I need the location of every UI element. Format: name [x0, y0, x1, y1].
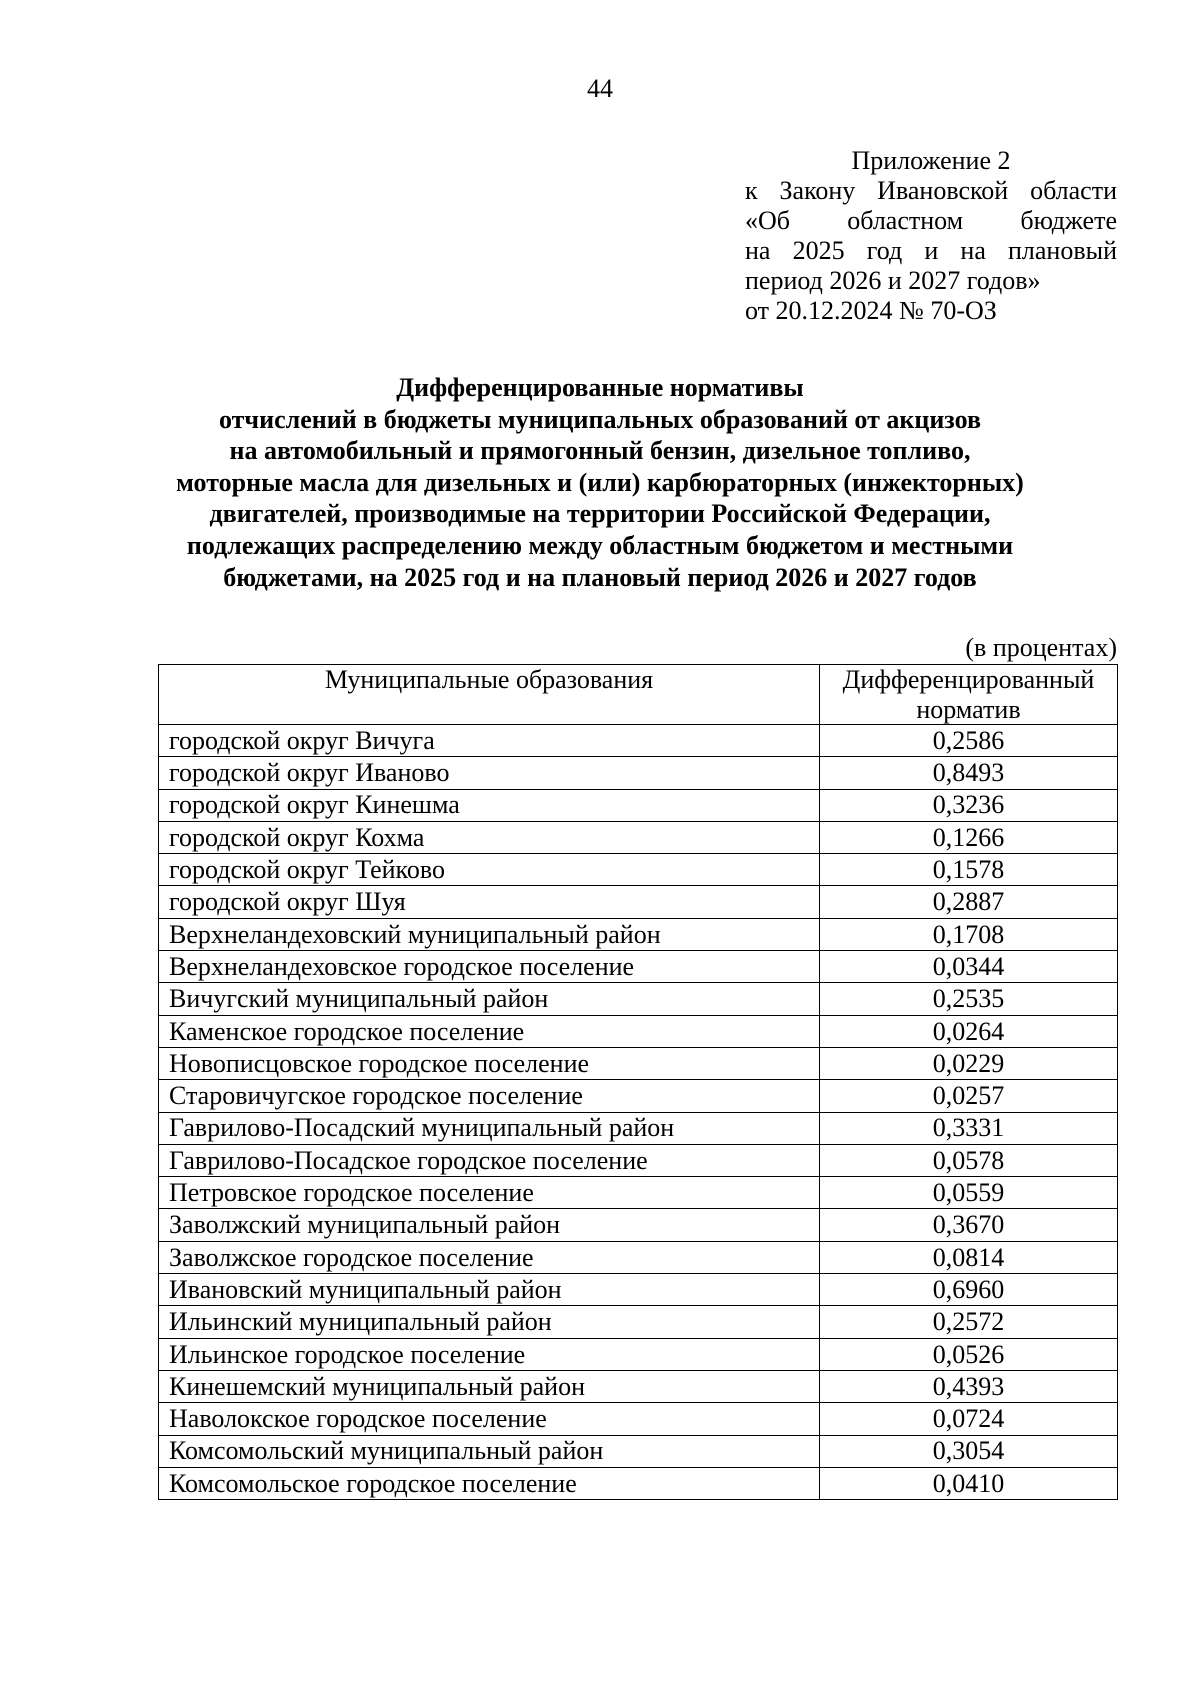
table-row [159, 983, 1118, 1015]
table-row [159, 1209, 1118, 1241]
municipality-name: городской округ Вичуга [159, 725, 820, 757]
municipality-name: Петровское городское поселение [159, 1177, 820, 1209]
norm-value: 0,2586 [820, 725, 1118, 757]
appendix-line-6: от 20.12.2024 № 70-ОЗ [745, 296, 997, 325]
norm-value: 0,8493 [820, 757, 1118, 789]
table-row [159, 1241, 1118, 1273]
table-row [159, 821, 1118, 853]
table-row [159, 1080, 1118, 1112]
municipality-name: Новописцовское городское поселение [159, 1047, 820, 1079]
table-header-row [159, 665, 1118, 725]
norm-value: 0,0264 [820, 1015, 1118, 1047]
table-row [159, 1177, 1118, 1209]
table-row [159, 1338, 1118, 1370]
norm-value: 0,0526 [820, 1338, 1118, 1370]
header-norm-line-1: Дифференцированный [842, 665, 1095, 694]
appendix-line-1: Приложение 2 [851, 146, 1011, 175]
header-municipality: Муниципальные образования [159, 665, 820, 725]
table-row [159, 1112, 1118, 1144]
municipality-name: Ильинское городское поселение [159, 1338, 820, 1370]
norm-value: 0,2535 [820, 983, 1118, 1015]
municipality-name: городской округ Кинешма [159, 789, 820, 821]
municipality-name: Ивановский муниципальный район [159, 1274, 820, 1306]
table-row [159, 1047, 1118, 1079]
appendix-line-4: на 2025 год и на плановый [745, 236, 1117, 265]
norm-value: 0,0410 [820, 1467, 1118, 1499]
municipality-name: Вичугский муниципальный район [159, 983, 820, 1015]
municipality-name: Заволжское городское поселение [159, 1241, 820, 1273]
table-row [159, 1306, 1118, 1338]
page-number: 44 [587, 74, 613, 103]
appendix-block [745, 146, 1117, 326]
table-row [159, 1370, 1118, 1402]
norm-value: 0,1708 [820, 918, 1118, 950]
municipality-name: Гаврилово-Посадский муниципальный район [159, 1112, 820, 1144]
norm-value: 0,0344 [820, 951, 1118, 983]
norm-value: 0,0578 [820, 1144, 1118, 1176]
municipality-name: Комсомольское городское поселение [159, 1467, 820, 1499]
norm-value: 0,0229 [820, 1047, 1118, 1079]
norm-value: 0,6960 [820, 1274, 1118, 1306]
appendix-line-5: период 2026 и 2027 годов» [745, 266, 1041, 295]
municipality-name: городской округ Иваново [159, 757, 820, 789]
municipality-name: Гаврилово-Посадское городское поселение [159, 1144, 820, 1176]
norm-value: 0,4393 [820, 1370, 1118, 1402]
title-line-4: моторные масла для дизельных и (или) карбюраторных (инжекторных) [176, 467, 1024, 497]
header-norm-line-2: норматив [916, 694, 1021, 724]
municipality-name: Верхнеландеховский муниципальный район [159, 918, 820, 950]
title-line-2: отчислений в бюджеты муниципальных образований от акцизов [219, 404, 981, 434]
norm-value: 0,3331 [820, 1112, 1118, 1144]
appendix-line-3: «Об областном бюджете [745, 206, 1117, 235]
norm-value: 0,0814 [820, 1241, 1118, 1273]
table-body [159, 725, 1118, 1500]
municipality-name: Каменское городское поселение [159, 1015, 820, 1047]
table-row [159, 854, 1118, 886]
table-row [159, 1015, 1118, 1047]
norm-value: 0,0257 [820, 1080, 1118, 1112]
norm-value: 0,2887 [820, 886, 1118, 918]
table-row [159, 1274, 1118, 1306]
document-title [0, 372, 1200, 593]
table-row [159, 1435, 1118, 1467]
municipality-name: городской округ Шуя [159, 886, 820, 918]
table-row [159, 1403, 1118, 1435]
title-line-1: Дифференцированные нормативы [396, 373, 804, 402]
title-line-3: на автомобильный и прямогонный бензин, дизельное топливо, [229, 436, 971, 466]
norm-value: 0,1578 [820, 854, 1118, 886]
title-line-5: двигателей, производимые на территории Российской Федерации, [209, 499, 991, 529]
norm-value: 0,0724 [820, 1403, 1118, 1435]
table-row [159, 1144, 1118, 1176]
table-row [159, 789, 1118, 821]
header-norm [820, 665, 1118, 725]
norm-value: 0,0559 [820, 1177, 1118, 1209]
table-row [159, 1467, 1118, 1499]
table-row [159, 886, 1118, 918]
municipality-name: Наволокское городское поселение [159, 1403, 820, 1435]
municipality-name: городской округ Кохма [159, 821, 820, 853]
unit-note: (в процентах) [965, 633, 1117, 662]
table-row [159, 951, 1118, 983]
norm-value: 0,3236 [820, 789, 1118, 821]
municipality-name: Ильинский муниципальный район [159, 1306, 820, 1338]
norm-value: 0,3054 [820, 1435, 1118, 1467]
municipality-name: Верхнеландеховское городское поселение [159, 951, 820, 983]
norm-value: 0,3670 [820, 1209, 1118, 1241]
title-line-6: подлежащих распределению между областным бюджетом и местными [186, 530, 1014, 560]
municipality-name: Старовичугское городское поселение [159, 1080, 820, 1112]
norms-table [158, 664, 1118, 1500]
title-line-7: бюджетами, на 2025 год и на плановый период 2026 и 2027 годов [223, 562, 977, 592]
table-row [159, 725, 1118, 757]
norm-value: 0,2572 [820, 1306, 1118, 1338]
municipality-name: городской округ Тейково [159, 854, 820, 886]
municipality-name: Кинешемский муниципальный район [159, 1370, 820, 1402]
table-row [159, 757, 1118, 789]
table-row [159, 918, 1118, 950]
municipality-name: Комсомольский муниципальный район [159, 1435, 820, 1467]
appendix-line-2: к Закону Ивановской области [745, 176, 1117, 205]
municipality-name: Заволжский муниципальный район [159, 1209, 820, 1241]
norm-value: 0,1266 [820, 821, 1118, 853]
